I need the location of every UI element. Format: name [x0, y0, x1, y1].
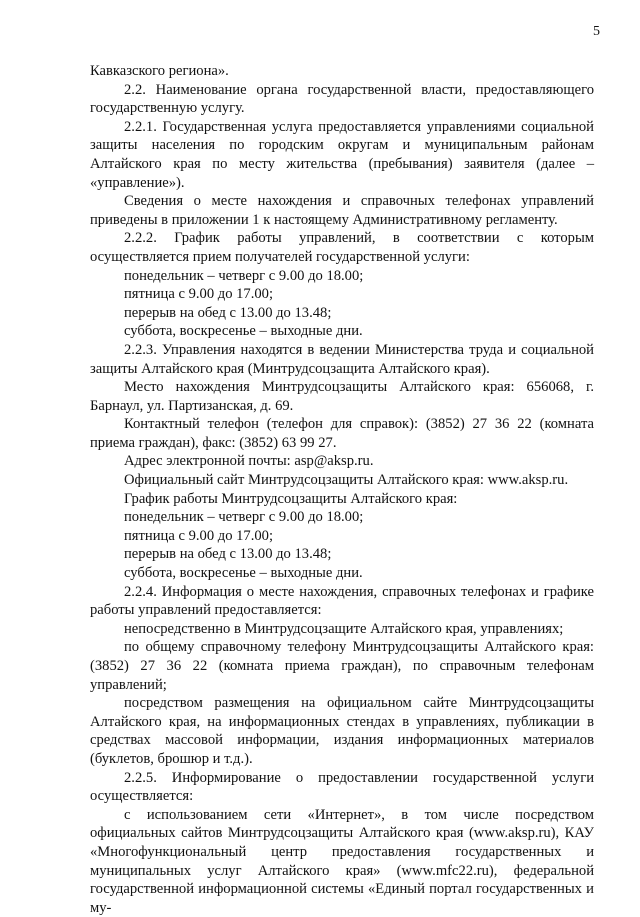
- paragraph: Место нахождения Минтрудсоцзащиты Алтайского края: 656068, г. Барнаул, ул. Партизанская, д. 69.: [90, 379, 594, 414]
- paragraph: 2.2.2. График работы управлений, в соответствии с которым осуществляется прием получателей государственной услуги:: [90, 230, 594, 265]
- paragraph: суббота, воскресенье – выходные дни.: [124, 565, 363, 582]
- paragraph: с использованием сети «Интернет», в том числе посредством официальных сайтов Минтрудсоцзащиты Алтайского края (www.aksp.ru), КАУ «Многофункциональный центр предоставления государственных и муниципальных услуг Алтайского края» (www.mfc22.ru), федеральной государственной информационной системы «Единый портал государственных и му-: [90, 806, 594, 916]
- paragraph: пятница с 9.00 до 17.00;: [124, 527, 274, 544]
- paragraph: 2.2.4. Информация о месте нахождения, справочных телефонах и графике работы управлений предоставляется:: [90, 583, 594, 619]
- paragraph: 2.2. Наименование органа государственной власти, предоставляющего государственную услугу.: [90, 81, 594, 117]
- page-number: 5: [593, 24, 600, 39]
- paragraph: понедельник – четверг с 9.00 до 18.00;: [124, 267, 364, 284]
- paragraph: 2.2.5. Информирование о предоставлении государственной услуги осуществляется:: [90, 769, 594, 805]
- document-body: [90, 62, 594, 917]
- paragraph: 2.2.1. Государственная услуга предоставляется управлениями социальной защиты населения по городским округам и муниципальным районам Алтайского края по месту жительства (пребывания) заявителя (далее – «управление»).: [90, 118, 594, 191]
- paragraph: перерыв на обед с 13.00 до 13.48;: [124, 546, 332, 563]
- paragraph: Контактный телефон (телефон для справок): (3852) 27 36 22 (комната приема граждан), факс: (3852) 63 99 27.: [90, 416, 594, 451]
- paragraph: Официальный сайт Минтрудсоцзащиты Алтайского края: www.aksp.ru.: [124, 472, 569, 489]
- paragraph: перерыв на обед с 13.00 до 13.48;: [124, 304, 332, 321]
- paragraph: Кавказского региона».: [90, 63, 229, 79]
- paragraph: суббота, воскресенье – выходные дни.: [124, 323, 363, 340]
- paragraph: посредством размещения на официальном сайте Минтрудсоцзащиты Алтайского края, на информационных стендах в управлениях, публикации в средствах массовой информации, издания информационных материалов (буклетов, брошюр и т.д.).: [90, 695, 594, 767]
- paragraph: Адрес электронной почты: asp@aksp.ru.: [124, 453, 374, 470]
- paragraph: непосредственно в Минтрудсоцзащите Алтайского края, управлениях;: [124, 620, 564, 637]
- paragraph: Сведения о месте нахождения и справочных телефонах управлений приведены в приложении 1 к настоящему Административному регламенту.: [90, 193, 594, 228]
- paragraph: График работы Минтрудсоцзащиты Алтайского края:: [124, 490, 458, 507]
- paragraph: понедельник – четверг с 9.00 до 18.00;: [124, 509, 364, 526]
- paragraph: 2.2.3. Управления находятся в ведении Министерства труда и социальной защиты Алтайского края (Минтрудсоцзащита Алтайского края).: [90, 341, 594, 377]
- paragraph: по общему справочному телефону Минтрудсоцзащиты Алтайского края: (3852) 27 36 22 (комната приема граждан), по справочным телефонам управлений;: [90, 639, 594, 693]
- paragraph: пятница с 9.00 до 17.00;: [124, 286, 274, 303]
